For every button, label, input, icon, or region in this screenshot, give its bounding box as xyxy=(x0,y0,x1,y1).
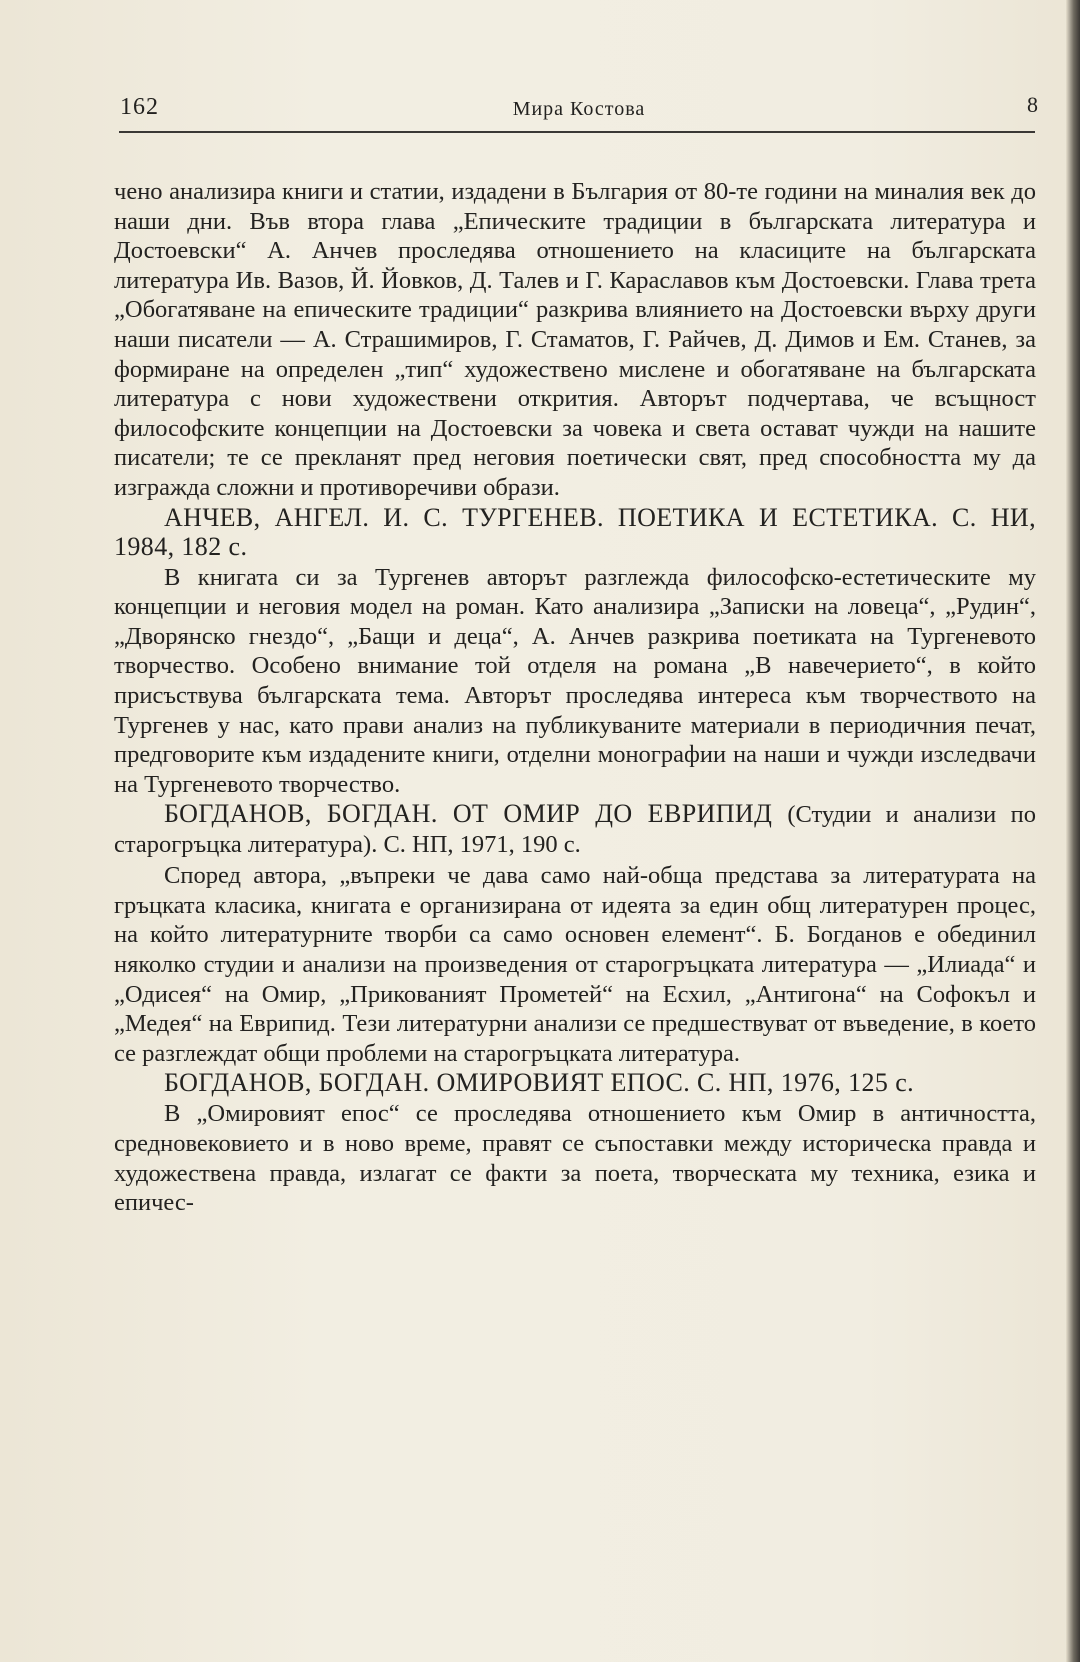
page-edge xyxy=(1066,0,1080,1662)
page-number: 162 xyxy=(120,94,159,120)
entry-text-bogdanov-epos: В „Омировият епос“ се проследява отношението към Омир в античността, средновековието и в ново време, правят се съпоставки между историческа правда и художествена правда, излагат се факти за поета, творческата му техника, езика и епичес- xyxy=(114,1100,1036,1217)
entry-text-anchev: В книгата си за Тургенев авторът разглежда философско-естетическите му концепции и неговия модел на роман. Като анализира „Записки на ловеца“, „Рудин“, „Дворянско гнездо“, „Бащи и деца“, А. Анчев разкрива поетиката на Тургеневото творчество. Особено внимание той отделя на романа „В навечерието“, в който присъствува българската тема. Авторът проследява интереса към творчеството на Тургенев у нас, като прави анализ на публикуваните материали в периодичния печат, предговорите към издадените книги, отделни монографии на наши и чужди изследвачи на Тургеневото творчество. xyxy=(114,563,1036,798)
entry-heading-sub: (Студии и анализи по старогръцка литература). С. НП, 1971, 190 с. xyxy=(114,801,1036,859)
intro-paragraph: чено анализира книги и статии, издадени в България от 80-те години на миналия век до наши дни. Във втора глава „Епическите традиции в българската литература и Достоевски“ А. Анчев проследява отношението на класиците на българската литература Ив. Вазов, Й. Йовков, Д. Талев и Г. Караславов към Достоевски. Глава трета „Обогатяване на епическите традиции“ разкрива влиянието на Достоевски върху други наши писатели — А. Страшимиров, Г. Стаматов, Г. Райчев, Д. Димов и Ем. Станев, за формиране на определен „тип“ художествено мислене и обогатяване на българската литература с нови художествени открития. Авторът подчертава, че всъщност философските концепции на Достоевски за човека и света остават чужди на нашите писатели; те се прекланят пред неговия поетически свят, пред способността му да изгражда сложни и противоречиви образи. xyxy=(114,178,1036,501)
entry-text-bogdanov-omir-evripid: Според автора, „въпреки че дава само най-обща представа за литературата на гръцката класика, книгата е организирана от идеята за един общ литературен процес, на който литературните творби са само основен елемент“. Б. Богданов е обединил няколко студии и анализи на произведения от старогръцката литература — „Илиада“ и „Одисея“ на Омир, „Прикованият Прометей“ на Есхил, „Антигона“ на Софокъл и „Медея“ на Еврипид. Тези литературни анализи се предшествуват от въведение, в което се разглеждат общи проблеми на старогръцката литература. xyxy=(114,862,1036,1067)
section-number: 8 xyxy=(1027,92,1038,117)
entry-heading-bogdanov-omir-evripid xyxy=(114,799,1036,859)
running-title: Мира Костова xyxy=(512,98,646,120)
header-rule xyxy=(119,131,1035,133)
running-header xyxy=(118,88,1040,128)
entry-heading-bogdanov-epos: БОГДАНОВ, БОГДАН. ОМИРОВИЯТ ЕПОС. С. НП, 1976, 125 с. xyxy=(164,1068,915,1098)
entry-heading-main: БОГДАНОВ, БОГДАН. ОТ ОМИР ДО ЕВРИПИД xyxy=(164,799,773,829)
page-content xyxy=(114,177,1036,1218)
entry-heading-anchev: АНЧЕВ, АНГЕЛ. И. С. ТУРГЕНЕВ. ПОЕТИКА И ЕСТЕТИКА. С. НИ, 1984, 182 с. xyxy=(114,502,1036,561)
